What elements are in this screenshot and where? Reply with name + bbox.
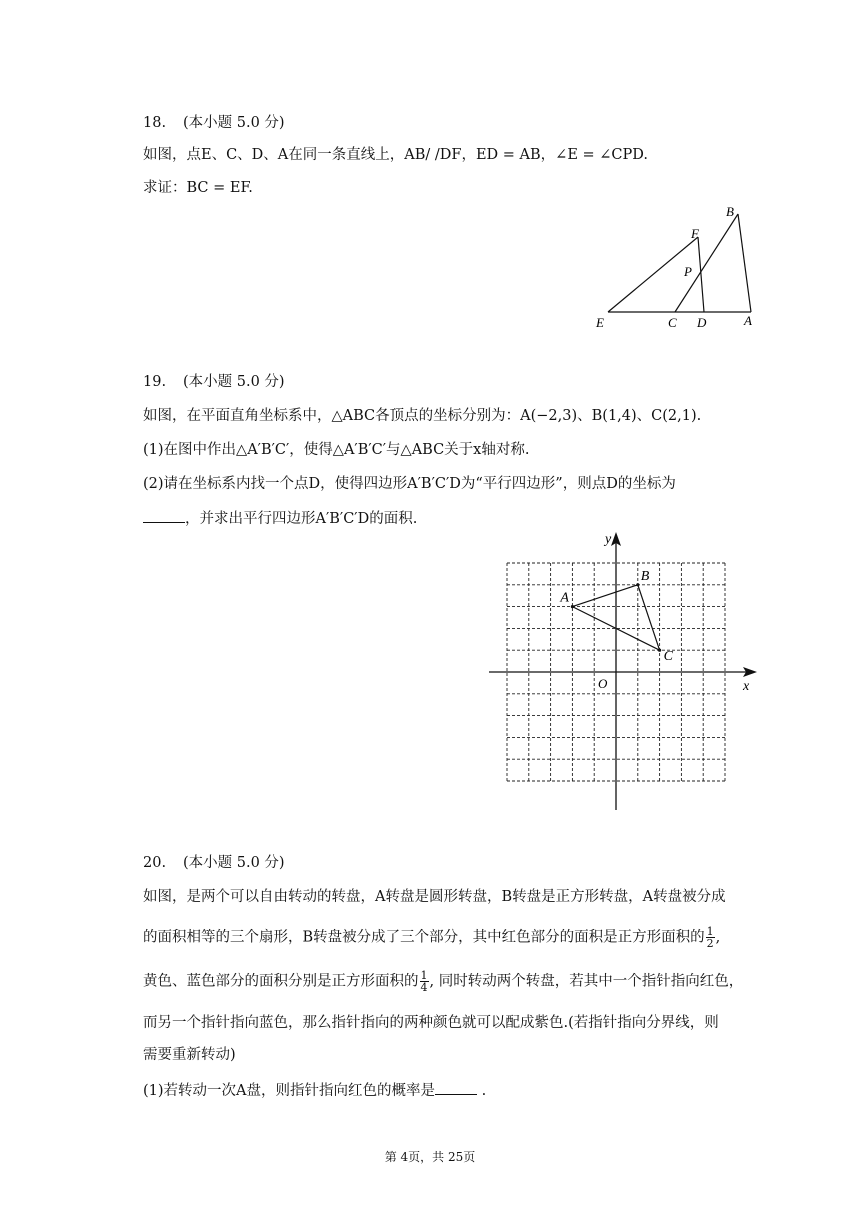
q19-coordinate-figure [485, 528, 760, 813]
q19-answer-blank[interactable] [143, 508, 185, 523]
q18-text-line1: 如图，点E、C、D、A在同一条直线上，AB/ /DF，ED = AB，∠E = ∠CPD. [143, 147, 648, 163]
q19-text-line3: (2)请在坐标系内找一个点D，使得四边形A′B′C′D为“平行四边形”，则点D的坐标为 [143, 476, 676, 492]
q20-text-line5: 需要重新转动) [143, 1047, 236, 1063]
q18-line-ba [738, 214, 751, 312]
q18-figure [590, 200, 770, 340]
q20-fraction-half: $\frac{1}{2}$ [706, 925, 714, 950]
q20-text-line1: 如图，是两个可以自由转动的转盘，A转盘是圆形转盘，B转盘是正方形转盘，A转盘被分成 [143, 889, 726, 905]
q20-answer-blank[interactable] [435, 1080, 477, 1095]
q18-label-c: C [668, 315, 677, 330]
q18-label-b: B [726, 204, 734, 219]
q19-point-c [658, 649, 661, 652]
q19-point-label-b: B [640, 568, 650, 584]
q19-origin-label: O [598, 676, 608, 691]
q20-line2-text: 的面积相等的三个扇形，B转盘被分成了三个部分，其中红色部分的面积是正方形面积的 [143, 929, 705, 946]
q19-axis-x-label: x [743, 679, 750, 694]
q20-line6-text: (1)若转动一次A盘，则指针指向红色的概率是 [143, 1083, 436, 1099]
q19-point-label-a: A [560, 590, 569, 606]
q19-point-label-c: C [663, 649, 673, 665]
q19-number: 19. [143, 374, 167, 390]
q18-points: (本小题 5.0 分) [183, 115, 285, 131]
q19-axis-y-label: y [605, 532, 612, 547]
q18-label-e: E [596, 315, 604, 330]
q18-header [143, 113, 285, 133]
q18-text-line2: 求证：BC = EF. [143, 180, 253, 196]
q20-header [143, 853, 285, 873]
q19-point-a [571, 605, 574, 608]
q20-text-line2: 的面积相等的三个扇形，B转盘被分成了三个部分，其中红色部分的面积是正方形面积的 $\frac{1}{2}$ , [143, 925, 721, 950]
q19-text-line4-content: ，并求出平行四边形A′B′C′D的面积. [185, 511, 418, 527]
q19-text-line4 [143, 508, 417, 529]
q18-label-f: F [691, 226, 699, 241]
q20-fraction-quarter: $\frac{1}{4}$ [420, 969, 428, 994]
q20-line3-text: 黄色、蓝色部分的面积分别是正方形面积的 [143, 973, 419, 990]
q20-number: 20. [143, 855, 167, 871]
q18-label-p: P [684, 264, 692, 279]
q18-line-cb [675, 214, 738, 312]
q18-number: 18. [143, 115, 167, 131]
page-footer: 第 4页，共 25页 [384, 1150, 476, 1164]
q20-points: (本小题 5.0 分) [183, 855, 285, 871]
q18-label-d: D [697, 315, 707, 330]
q19-text-line1: 如图，在平面直角坐标系中，△ABC各顶点的坐标分别为：A(−2,3)、B(1,4)、C(2,1). [143, 408, 702, 424]
q19-header [143, 372, 285, 392]
q19-point-b [636, 583, 639, 586]
q19-text-line2: (1)在图中作出△A′B′C′，使得△A′B′C′与△ABC关于x轴对称. [143, 442, 530, 458]
q19-points: (本小题 5.0 分) [183, 374, 285, 390]
q18-label-a: A [744, 313, 752, 328]
q20-text-line3: 黄色、蓝色部分的面积分别是正方形面积的 $\frac{1}{4}$ , 同时转动两个转盘，若其中一个指针指向红色， [143, 969, 744, 994]
q20-text-line4: 而另一个指针指向蓝色，那么指针指向的两种颜色就可以配成紫色.(若指针指向分界线，则 [143, 1015, 719, 1031]
q20-text-line6: (1)若转动一次A盘，则指针指向红色的概率是 . [143, 1080, 486, 1101]
